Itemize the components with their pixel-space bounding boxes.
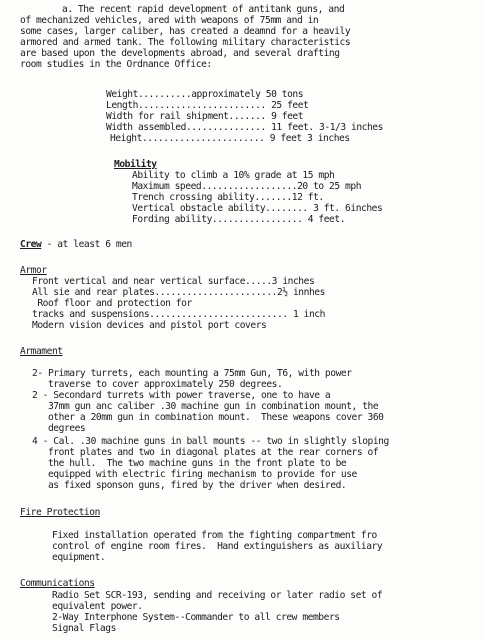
mobility-line: Ability to climb a 10% grade at 15 mph xyxy=(132,170,335,181)
intro-line: armored and armed tank. The following military characteristics xyxy=(20,37,351,48)
communications-line: Signal Flags xyxy=(52,623,116,634)
crew-text: - at least 6 men xyxy=(41,239,132,250)
spec-line: Width assembled............... 11 feet. 3-1/3 inches xyxy=(106,122,383,133)
armor-line: Front vertical and near vertical surface.....3 inches xyxy=(32,276,315,287)
armament-line: the hull. The two machine guns in the front plate to be xyxy=(32,458,347,469)
mobility-line: Trench crossing ability.......12 ft. xyxy=(132,192,324,203)
armament-line: front plates and two in diagonal plates at the rear corners of xyxy=(32,447,379,458)
mobility-line: Fording ability................. 4 feet. xyxy=(132,214,346,225)
armor-line: Modern vision devices and pistol port covers xyxy=(32,320,267,331)
communications-line: 2-Way Interphone System--Commander to all crew members xyxy=(52,612,340,623)
armament-line: equipped with electric firing mechanism to provide for use xyxy=(32,469,357,480)
crew-heading: Crew xyxy=(20,239,42,250)
communications-line: Radio Set SCR-193, sending and receiving or later radio set of xyxy=(52,590,383,601)
spec-line: Length........................ 25 feet xyxy=(106,100,309,111)
spec-line: Weight..........approximately 50 tons xyxy=(106,89,304,100)
armament-line: 4 - Cal. .30 machine guns in ball mounts -- two in slightly sloping xyxy=(32,436,389,447)
mobility-heading: Mobility xyxy=(114,159,157,170)
armament-heading: Armament xyxy=(20,346,63,357)
armament-line: traverse to cover approximately 250 degrees. xyxy=(32,379,283,390)
armament-line: as fixed sponson guns, fired by the driver when desired. xyxy=(32,480,347,491)
spec-line: Width for rail shipment....... 9 feet xyxy=(106,111,304,122)
armor-line: All sie and rear plates.......................2½ innhes xyxy=(32,287,325,298)
armament-line: 2- Primary turrets, each mounting a 75mm Gun, T6, with power xyxy=(32,368,352,379)
fire-protection-line: Fixed installation operated from the fighting compartment fro xyxy=(52,530,377,541)
crew-line xyxy=(20,239,132,250)
armament-line: other a 20mm gun in combination mount. These weapons cover 360 xyxy=(32,412,384,423)
armament-line: 37mm gun anc caliber .30 machine gun in combination mount, the xyxy=(32,401,379,412)
intro-line: are based upon the developments abroad, and several drafting xyxy=(20,48,340,59)
communications-heading: Communications xyxy=(20,578,95,589)
communications-line: equivalent power. xyxy=(52,601,143,612)
mobility-line: Maximum speed..................20 to 25 mph xyxy=(132,181,362,192)
intro-line: room studies in the Ordnance Office: xyxy=(20,59,212,70)
intro-line: a. The recent rapid development of antitank guns, and xyxy=(62,4,345,15)
intro-line: some cases, larger caliber, has created a deamnd for a heavily xyxy=(20,26,351,37)
mobility-line: Vertical obstacle ability........ 3 ft. 6inches xyxy=(132,203,383,214)
armament-line: degrees xyxy=(32,423,86,434)
intro-line: of mechanized vehicles, ared with weapons of 75mm and in xyxy=(20,15,319,26)
armor-line: tracks and suspensions.......................... 1 inch xyxy=(32,309,325,320)
spec-line: Height....................... 9 feet 3 inches xyxy=(110,133,350,144)
armor-heading: Armor xyxy=(20,265,47,276)
fire-protection-heading: Fire Protection xyxy=(20,507,100,518)
armor-line: Roof floor and protection for xyxy=(32,298,192,309)
fire-protection-line: control of engine room fires. Hand extinguishers as auxiliary xyxy=(52,541,383,552)
fire-protection-line: equipment. xyxy=(52,552,106,563)
armament-line: 2 - Secondard turrets with power traverse, one to have a xyxy=(32,390,331,401)
